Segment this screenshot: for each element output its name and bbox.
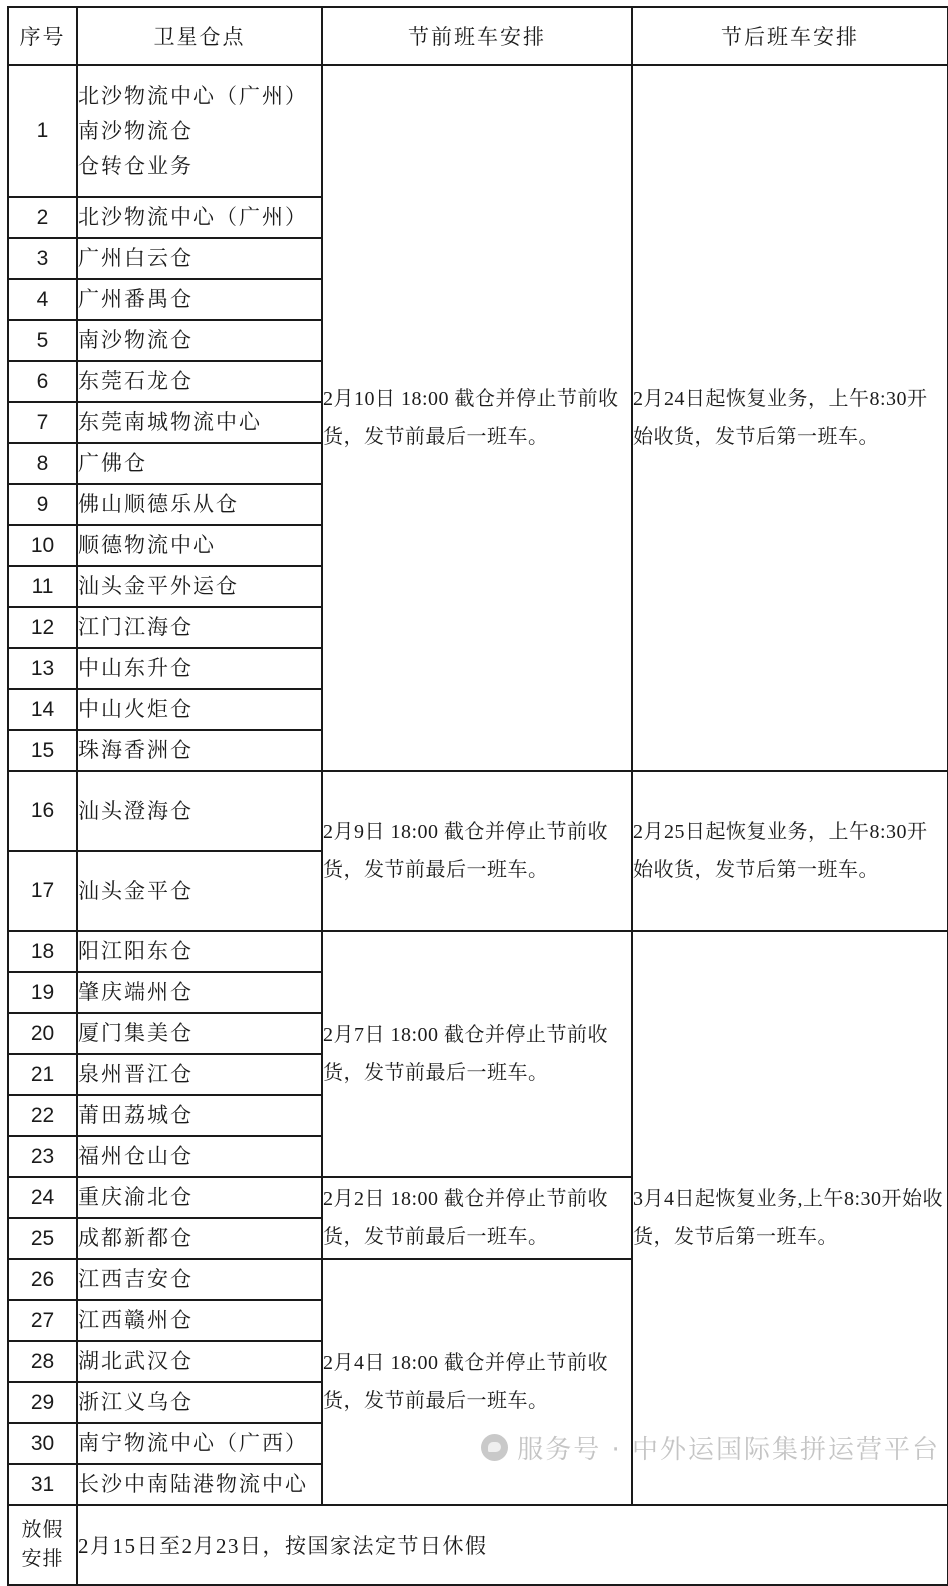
row-index: 30 <box>8 1423 77 1464</box>
post-holiday-note: 2月25日起恢复业务，上午8:30开始收货，发节后第一班车。 <box>632 771 948 931</box>
col-header-pre-holiday-label: 节前班车安排 <box>408 25 546 49</box>
warehouse-name-line: 仓转仓业务 <box>78 153 193 178</box>
warehouse-name-line: 浙江义乌仓 <box>78 1390 193 1414</box>
holiday-arrangement-label <box>8 1505 77 1585</box>
col-header-warehouse-label: 卫星仓点 <box>153 25 246 49</box>
warehouse-name <box>77 238 322 279</box>
post-holiday-note: 3月4日起恢复业务,上午8:30开始收货，发节后第一班车。 <box>632 931 948 1505</box>
table-row <box>8 65 948 197</box>
warehouse-name-line: 厦门集美仓 <box>78 1021 193 1045</box>
warehouse-name-line: 广州白云仓 <box>78 246 193 270</box>
warehouse-name <box>77 931 322 972</box>
row-index: 17 <box>8 851 77 931</box>
warehouse-name <box>77 851 322 931</box>
warehouse-name <box>77 771 322 851</box>
row-index: 1 <box>8 65 77 197</box>
row-index: 3 <box>8 238 77 279</box>
warehouse-name <box>77 1341 322 1382</box>
warehouse-name <box>77 566 322 607</box>
row-index: 23 <box>8 1136 77 1177</box>
row-index: 10 <box>8 525 77 566</box>
row-index: 16 <box>8 771 77 851</box>
row-index: 24 <box>8 1177 77 1218</box>
warehouse-name-line: 广州番禺仓 <box>78 287 193 311</box>
warehouse-name-line: 肇庆端州仓 <box>78 980 193 1004</box>
warehouse-name-line: 顺德物流中心 <box>78 533 216 557</box>
warehouse-name <box>77 484 322 525</box>
warehouse-name-line: 南沙物流仓 <box>78 328 193 352</box>
row-index: 29 <box>8 1382 77 1423</box>
warehouse-name <box>77 1300 322 1341</box>
pre-holiday-note: 2月4日 18:00 截仓并停止节前收货，发节前最后一班车。 <box>322 1259 632 1505</box>
warehouse-name-line: 汕头金平仓 <box>78 878 193 903</box>
warehouse-name-line: 南沙物流仓 <box>78 118 193 143</box>
col-header-warehouse <box>77 7 322 65</box>
warehouse-name-line: 阳江阳东仓 <box>78 939 193 963</box>
holiday-label-line: 安排 <box>21 1548 64 1570</box>
warehouse-name-line: 江门江海仓 <box>78 615 193 639</box>
warehouse-name <box>77 1013 322 1054</box>
warehouse-name-line: 广佛仓 <box>78 451 147 475</box>
row-index: 25 <box>8 1218 77 1259</box>
warehouse-name-line: 中山东升仓 <box>78 656 193 680</box>
pre-holiday-note: 2月9日 18:00 截仓并停止节前收货，发节前最后一班车。 <box>322 771 632 931</box>
warehouse-name <box>77 1054 322 1095</box>
warehouse-name-line: 重庆渝北仓 <box>78 1185 193 1209</box>
warehouse-name-line: 汕头金平外运仓 <box>78 574 239 598</box>
warehouse-name <box>77 1095 322 1136</box>
warehouse-name <box>77 320 322 361</box>
row-index: 19 <box>8 972 77 1013</box>
warehouse-name <box>77 1464 322 1505</box>
warehouse-name-line: 江西赣州仓 <box>78 1308 193 1332</box>
row-index: 27 <box>8 1300 77 1341</box>
header-row <box>8 7 948 65</box>
warehouse-name <box>77 1177 322 1218</box>
warehouse-name <box>77 972 322 1013</box>
warehouse-name-line: 成都新都仓 <box>78 1226 193 1250</box>
warehouse-name-line: 中山火炬仓 <box>78 697 193 721</box>
warehouse-name-line: 南宁物流中心（广西） <box>78 1431 308 1455</box>
holiday-arrangement-text: 2月15日至2月23日，按国家法定节日休假 <box>77 1505 948 1585</box>
pre-holiday-note: 2月10日 18:00 截仓并停止节前收货，发节前最后一班车。 <box>322 65 632 771</box>
warehouse-name <box>77 1218 322 1259</box>
row-index: 4 <box>8 279 77 320</box>
warehouse-name-line: 江西吉安仓 <box>78 1267 193 1291</box>
warehouse-name-line: 湖北武汉仓 <box>78 1349 193 1373</box>
table-header <box>8 7 948 65</box>
post-holiday-note: 2月24日起恢复业务，上午8:30开始收货，发节后第一班车。 <box>632 65 948 771</box>
row-index: 15 <box>8 730 77 771</box>
warehouse-name <box>77 197 322 238</box>
warehouse-name <box>77 607 322 648</box>
row-index: 21 <box>8 1054 77 1095</box>
row-index: 20 <box>8 1013 77 1054</box>
warehouse-name-line: 北沙物流中心（广州） <box>78 205 308 229</box>
warehouse-name <box>77 443 322 484</box>
col-header-post-holiday-label: 节后班车安排 <box>721 25 859 49</box>
warehouse-name <box>77 648 322 689</box>
warehouse-name <box>77 65 322 197</box>
warehouse-name-line: 长沙中南陆港物流中心 <box>78 1472 308 1496</box>
warehouse-name-line: 佛山顺德乐从仓 <box>78 492 239 516</box>
row-index: 26 <box>8 1259 77 1300</box>
row-index: 2 <box>8 197 77 238</box>
table-row <box>8 931 948 972</box>
row-index: 8 <box>8 443 77 484</box>
warehouse-name <box>77 1136 322 1177</box>
row-index: 18 <box>8 931 77 972</box>
warehouse-name <box>77 402 322 443</box>
warehouse-name <box>77 525 322 566</box>
warehouse-name-line: 东莞南城物流中心 <box>78 410 262 434</box>
warehouse-name <box>77 1382 322 1423</box>
holiday-arrangement-row <box>8 1505 948 1585</box>
warehouse-name <box>77 1259 322 1300</box>
col-header-post-holiday <box>632 7 948 65</box>
col-header-pre-holiday <box>322 7 632 65</box>
warehouse-name <box>77 361 322 402</box>
table-body <box>8 65 948 1585</box>
warehouse-name-line: 东莞石龙仓 <box>78 369 193 393</box>
warehouse-name-line: 珠海香洲仓 <box>78 738 193 762</box>
row-index: 5 <box>8 320 77 361</box>
warehouse-name-line: 莆田荔城仓 <box>78 1103 193 1127</box>
row-index: 13 <box>8 648 77 689</box>
warehouse-name-line: 福州仓山仓 <box>78 1144 193 1168</box>
row-index: 11 <box>8 566 77 607</box>
row-index: 9 <box>8 484 77 525</box>
table-row <box>8 771 948 851</box>
holiday-label-line: 放假 <box>21 1519 64 1541</box>
warehouse-name-line: 泉州晋江仓 <box>78 1062 193 1086</box>
row-index: 7 <box>8 402 77 443</box>
row-index: 31 <box>8 1464 77 1505</box>
warehouse-name-line: 北沙物流中心（广州） <box>78 83 308 108</box>
warehouse-name <box>77 689 322 730</box>
col-header-index <box>8 7 77 65</box>
pre-holiday-note: 2月7日 18:00 截仓并停止节前收货，发节前最后一班车。 <box>322 931 632 1177</box>
warehouse-name <box>77 730 322 771</box>
warehouse-name <box>77 279 322 320</box>
warehouse-name <box>77 1423 322 1464</box>
row-index: 22 <box>8 1095 77 1136</box>
row-index: 14 <box>8 689 77 730</box>
row-index: 28 <box>8 1341 77 1382</box>
row-index: 6 <box>8 361 77 402</box>
shuttle-schedule-table <box>7 6 948 1586</box>
warehouse-name-line: 汕头澄海仓 <box>78 798 193 823</box>
col-header-index-label: 序号 <box>19 25 66 49</box>
row-index: 12 <box>8 607 77 648</box>
watermark-text: 服务号 · 中外运国际集拼运营平台 <box>517 1435 940 1465</box>
pre-holiday-note: 2月2日 18:00 截仓并停止节前收货，发节前最后一班车。 <box>322 1177 632 1259</box>
